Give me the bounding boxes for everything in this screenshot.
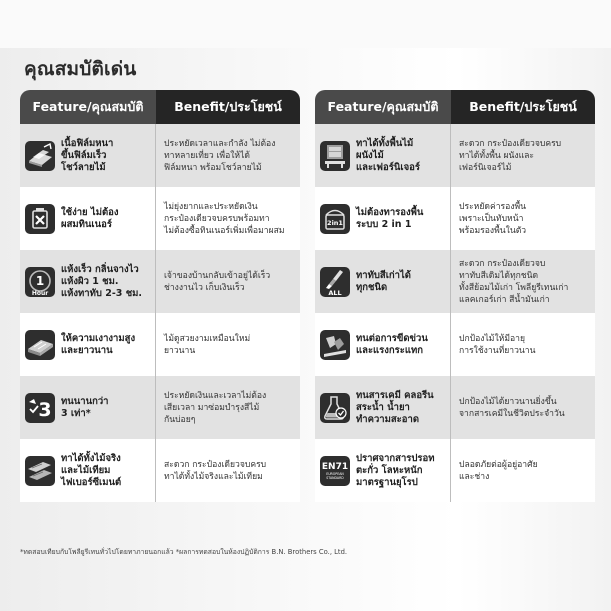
features-table-left [20, 90, 300, 502]
page-title: คุณสมบัติเด่น [24, 58, 137, 80]
benefit-text: ปกป้องไม้ให้มีอายุ การใช้งานที่ยาวนาน [459, 333, 536, 356]
benefit-text: สะดวก กระป๋องเดียวจบ ทาทับสีเดิมได้ทุกชนิด ทั้งสีย้อมไม้เก่า โพลียูรีเทนเก่า แลคเกอร์เก่า สีน้ำมันเก่า [459, 258, 569, 305]
benefit-text: ประหยัดเงินและเวลาไม่ต้อง เสียเวลา มาซ่อมบำรุงสีไม้ กันบ่อยๆ [164, 390, 267, 425]
chemical-flask-icon [320, 393, 350, 423]
feature-text: ให้ความเงางามสูง และยาวนาน [61, 332, 136, 356]
benefit-cell [156, 250, 300, 313]
feature-text: ทนต่อการขีดข่วน และแรงกระแทก [356, 332, 428, 356]
feature-text: ไม่ต้องทารองพื้น ระบบ 2 in 1 [356, 206, 424, 230]
feature-text: ทนสารเคมี คลอรีน สระน้ำ น้ำยา ทำความสะอาด [356, 389, 434, 425]
feature-cell [20, 439, 156, 502]
feature-text: แห้งเร็ว กลิ่นจางไว แห้งผิว 1 ชม. แห้งทาทับ 2-3 ชม. [61, 263, 143, 299]
feature-text: ทาทับสีเก่าได้ ทุกชนิด [356, 269, 411, 293]
benefit-cell [156, 313, 300, 376]
table-row [315, 250, 595, 313]
features-table-right [315, 90, 595, 502]
three-times-icon [25, 393, 55, 423]
table-row [20, 313, 300, 376]
feature-text: ทาได้ทั้งไม้จริง และไม้เทียม ไฟเบอร์ซีเมนต์ [61, 452, 122, 488]
benefit-column-header: Benefit/ประโยชน์ [451, 90, 595, 124]
benefit-cell [451, 313, 595, 376]
shiny-plank-icon [25, 330, 55, 360]
feature-column-header: Feature/คุณสมบัติ [20, 90, 156, 124]
brush-all-icon [320, 267, 350, 297]
feature-cell [20, 187, 156, 250]
wood-planks-icon [25, 456, 55, 486]
feature-cell [315, 250, 451, 313]
feature-text: ทาได้ทั้งพื้นไม้ ผนังไม้ และเฟอร์นิเจอร์ [356, 137, 420, 173]
scratch-resist-icon [320, 330, 350, 360]
feature-cell [315, 313, 451, 376]
benefit-cell [156, 187, 300, 250]
feature-cell [20, 313, 156, 376]
svg-text:1: 1 [35, 273, 45, 288]
benefit-text: เจ้าของบ้านกลับเข้าอยู่ได้เร็ว ช่างงานไว เก็บเงินเร็ว [164, 270, 271, 293]
table-row [315, 376, 595, 439]
icon-label: EN71 [321, 461, 349, 472]
benefit-cell [156, 376, 300, 439]
feature-cell [20, 124, 156, 187]
film-layer-icon [25, 141, 55, 171]
benefit-cell [451, 439, 595, 502]
benefit-cell [451, 376, 595, 439]
table-header [20, 90, 300, 124]
feature-cell [315, 124, 451, 187]
benefit-text: ประหยัดค่ารองพื้น เพราะเป็นทับหน้า พร้อมรองพื้นในตัว [459, 201, 527, 236]
table-row [315, 439, 595, 502]
benefit-text: ปกป้องไม้ได้ยาวนานยิ่งขึ้น จากสารเคมีในชีวิตประจำวัน [459, 396, 565, 419]
footnote: *ทดสอบเทียบกับโพลียูรีเทนทั่วไปโดยทาภายนอกแล้ว *ผลการทดสอบในห้องปฏิบัติการ B.N. Brothers Co., Ltd. [20, 548, 348, 556]
benefit-cell [451, 124, 595, 187]
icon-label: 3 [38, 398, 52, 421]
feature-cell [315, 187, 451, 250]
icon-label: Hour [31, 289, 49, 297]
benefit-cell [451, 187, 595, 250]
two-in-one-icon [320, 204, 350, 234]
table-row [315, 187, 595, 250]
table-row [20, 187, 300, 250]
benefit-text: สะดวก กระป๋องเดียวจบครบ ทาได้ทั้งไม้จริงและไม้เทียม [164, 459, 267, 482]
feature-text: ทนนานกว่า 3 เท่า* [61, 395, 109, 419]
benefit-text: ประหยัดเวลาและกำลัง ไม่ต้อง ทาหลายเที่ยว เพื่อให้ได้ ฟิล์มหนา พร้อมโชว์ลายไม้ [164, 138, 276, 173]
benefit-cell [156, 124, 300, 187]
one-hour-icon [25, 267, 55, 297]
benefit-text: ไม่ยุ่งยากและประหยัดเงิน กระป๋องเดียวจบครบพร้อมทา ไม่ต้องซื้อทินเนอร์เพิ่มเพื่อมาผสม [164, 201, 285, 236]
benefit-cell [451, 250, 595, 313]
table-row [20, 250, 300, 313]
svg-text:EUROPEAN: EUROPEAN [326, 471, 344, 476]
table-row [315, 124, 595, 187]
table-row [20, 376, 300, 439]
table-row [20, 124, 300, 187]
svg-text:STANDARD: STANDARD [326, 475, 344, 480]
benefit-text: ปลอดภัยต่อผู้อยู่อาศัย และช่าง [459, 459, 538, 482]
no-thinner-icon [25, 204, 55, 234]
table-row [315, 313, 595, 376]
feature-cell [315, 376, 451, 439]
furniture-icon [320, 141, 350, 171]
benefit-cell [156, 439, 300, 502]
benefit-column-header: Benefit/ประโยชน์ [156, 90, 300, 124]
table-row [20, 439, 300, 502]
feature-cell [20, 376, 156, 439]
icon-label: 2in1 [327, 218, 343, 227]
icon-label: ALL [328, 288, 342, 297]
feature-text: ใช้ง่าย ไม่ต้อง ผสมทินเนอร์ [61, 206, 119, 230]
feature-text: เนื้อฟิล์มหนา ขึ้นฟิล์มเร็ว โชว์ลายไม้ [61, 137, 114, 173]
benefit-text: สะดวก กระป๋องเดียวจบครบ ทาได้ทั้งพื้น ผนังและ เฟอร์นิเจอร์ไม้ [459, 138, 562, 173]
feature-cell [20, 250, 156, 313]
feature-text: ปราศจากสารปรอท ตะกั่ว โลหะหนัก มาตรฐานยุโรป [356, 452, 435, 488]
table-header [315, 90, 595, 124]
top-band [0, 0, 611, 48]
benefit-text: ไม้ดูสวยงามเหมือนใหม่ ยาวนาน [164, 333, 251, 356]
en71-badge-icon [320, 456, 350, 486]
feature-cell [315, 439, 451, 502]
feature-column-header: Feature/คุณสมบัติ [315, 90, 451, 124]
